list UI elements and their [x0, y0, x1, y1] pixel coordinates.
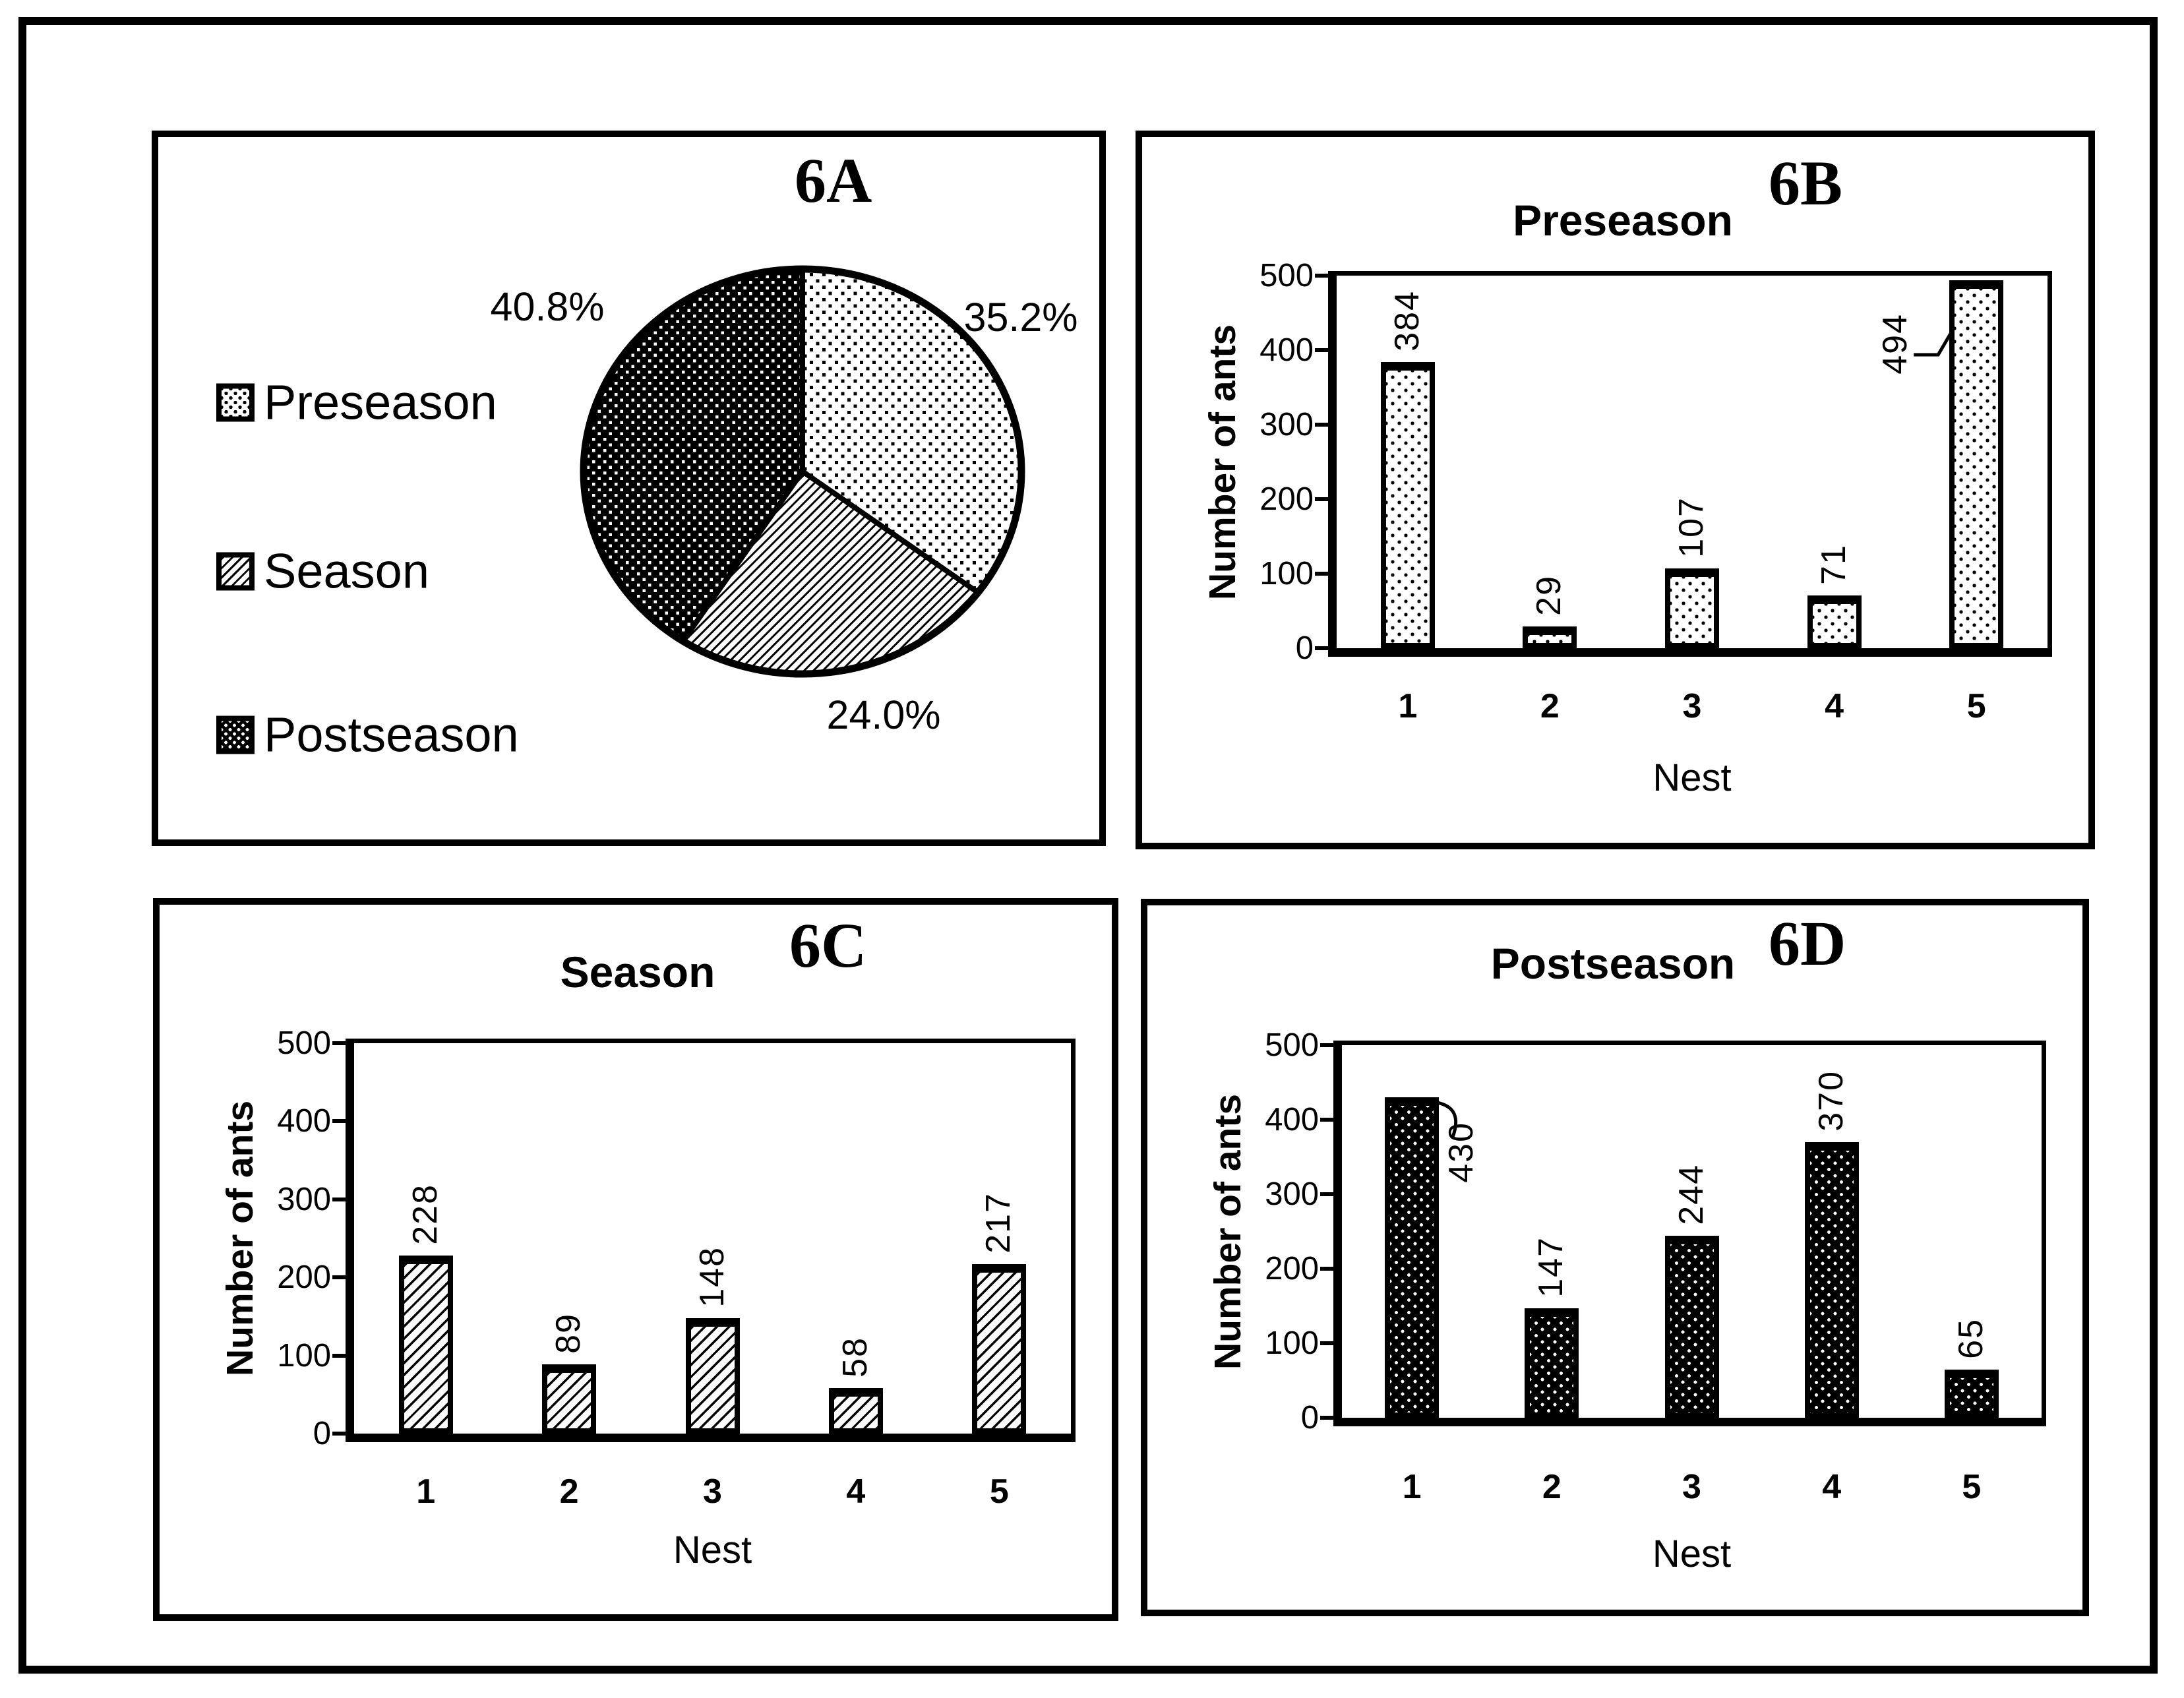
x-category-label: 1	[1402, 1468, 1422, 1506]
legend-swatch-preseason	[216, 383, 255, 421]
bar-value-label: 384	[1387, 290, 1426, 351]
bar-nest-1	[399, 1256, 453, 1434]
y-tick-label: 0	[1295, 630, 1314, 666]
y-axis-title: Number of ants	[1207, 1093, 1249, 1370]
bar-nest-4	[1807, 595, 1862, 648]
figure-outer-frame	[18, 17, 2158, 1674]
panel-corner-label: 6C	[789, 910, 867, 981]
bar-nest-3	[1665, 568, 1719, 648]
y-tick-label: 300	[1259, 407, 1314, 442]
plot-area	[1259, 258, 2052, 666]
bar-nest-2	[1525, 1308, 1579, 1418]
plot-area	[1265, 1027, 2046, 1436]
pie-percentage-label: 24.0%	[826, 692, 941, 737]
legend-item	[216, 375, 497, 431]
x-category-label: 5	[989, 1472, 1009, 1511]
y-tick-label: 400	[1259, 332, 1314, 368]
y-axis-title: Number of ants	[219, 1100, 261, 1377]
bar-nest-2	[542, 1364, 596, 1434]
panel-corner-label: 6A	[795, 145, 872, 216]
legend-label: Preseason	[264, 375, 497, 430]
y-tick-mark	[332, 1041, 346, 1045]
bar-nest-5	[1945, 1370, 1999, 1418]
bar-value-label: 370	[1811, 1070, 1850, 1132]
panel-postseason-bar-chart	[1141, 899, 2089, 1616]
bar-nest-4	[829, 1388, 883, 1434]
y-tick-mark	[1315, 646, 1328, 650]
legend-item	[216, 707, 519, 763]
bar-nest-1	[1381, 362, 1435, 648]
x-axis-title: Nest	[1652, 1532, 1732, 1575]
bar-nest-3	[686, 1318, 740, 1434]
y-tick-mark	[1320, 1043, 1333, 1047]
y-tick-mark	[1320, 1192, 1333, 1196]
y-tick-label: 0	[313, 1416, 331, 1451]
y-tick-label: 100	[1259, 556, 1314, 591]
panel-corner-label: 6D	[1769, 908, 1846, 979]
y-tick-label: 0	[1300, 1400, 1319, 1436]
y-tick-mark	[1320, 1118, 1333, 1122]
x-category-label: 5	[1962, 1468, 1982, 1506]
y-tick-label: 500	[1259, 258, 1314, 293]
y-tick-mark	[1315, 572, 1328, 576]
x-category-label: 4	[1825, 687, 1844, 725]
y-tick-mark	[1315, 497, 1328, 501]
y-tick-label: 300	[277, 1181, 331, 1217]
y-tick-label: 100	[277, 1337, 331, 1374]
y-tick-mark	[332, 1354, 346, 1358]
x-category-label: 1	[416, 1472, 436, 1511]
y-tick-mark	[332, 1275, 346, 1279]
bar-value-label: 29	[1530, 575, 1569, 616]
panel-corner-label: 6B	[1769, 148, 1843, 218]
y-tick-label: 100	[1265, 1325, 1319, 1361]
panel-pie-overview	[152, 131, 1106, 846]
y-tick-mark	[1315, 423, 1328, 427]
y-tick-label: 200	[277, 1259, 331, 1296]
pie-percentage-label: 40.8%	[490, 284, 605, 329]
pie-percentage-label: 35.2%	[963, 295, 1078, 340]
bar-nest-5	[1949, 280, 2003, 648]
bar-nest-3	[1665, 1236, 1719, 1418]
y-tick-mark	[1320, 1416, 1333, 1420]
x-category-label: 4	[846, 1472, 866, 1511]
x-category-label: 3	[1682, 1468, 1701, 1506]
bar-value-label: 228	[406, 1184, 444, 1245]
y-tick-label: 500	[277, 1025, 331, 1061]
y-tick-label: 400	[1265, 1102, 1319, 1137]
x-category-label: 3	[1682, 687, 1702, 725]
bar-value-label: 147	[1532, 1236, 1571, 1298]
legend-label: Season	[264, 543, 429, 599]
legend-item	[216, 543, 429, 599]
y-tick-mark	[1320, 1341, 1333, 1345]
plot-area	[277, 1025, 1076, 1451]
y-tick-mark	[1320, 1267, 1333, 1271]
y-tick-mark	[332, 1198, 346, 1201]
x-axis-title: Nest	[1653, 756, 1732, 799]
chart-title: Postseason	[1490, 939, 1736, 988]
y-tick-label: 200	[1259, 481, 1314, 517]
x-category-label: 5	[1966, 687, 1986, 725]
y-tick-mark	[1315, 348, 1328, 352]
chart-title: Season	[560, 948, 715, 996]
chart-title: Preseason	[1513, 196, 1733, 245]
x-category-label: 2	[1542, 1468, 1562, 1506]
bar-value-label: 494	[1876, 313, 1915, 375]
y-tick-mark	[332, 1119, 346, 1123]
bar-value-label: 217	[979, 1192, 1018, 1254]
bar-value-label: 65	[1951, 1318, 1990, 1359]
y-tick-mark	[332, 1432, 346, 1436]
legend-swatch-season	[216, 552, 255, 590]
legend-label: Postseason	[264, 707, 519, 762]
y-tick-label: 400	[277, 1103, 331, 1139]
panel-season-bar-chart	[153, 898, 1118, 1621]
x-category-label: 2	[1540, 687, 1560, 725]
legend-swatch-postseason	[216, 715, 255, 754]
bar-value-label: 244	[1672, 1164, 1711, 1225]
bar-value-label: 58	[835, 1337, 874, 1378]
panel-preseason-bar-chart	[1136, 131, 2095, 849]
bar-value-label: 71	[1814, 544, 1853, 585]
y-tick-label: 500	[1265, 1027, 1319, 1063]
bar-value-label: 107	[1672, 497, 1711, 558]
y-tick-label: 300	[1265, 1176, 1319, 1212]
bar-value-label: 89	[549, 1313, 588, 1354]
x-category-label: 2	[559, 1472, 579, 1511]
bar-nest-4	[1805, 1142, 1859, 1418]
y-tick-label: 200	[1265, 1251, 1319, 1287]
x-axis-title: Nest	[673, 1529, 752, 1571]
x-category-label: 1	[1398, 687, 1418, 725]
bar-value-label: 430	[1442, 1122, 1481, 1183]
bar-nest-5	[972, 1264, 1026, 1434]
y-tick-mark	[1315, 274, 1328, 278]
x-category-label: 4	[1822, 1468, 1842, 1506]
y-axis-title: Number of ants	[1201, 324, 1244, 600]
bar-nest-2	[1523, 626, 1577, 648]
bar-value-label: 148	[692, 1246, 731, 1308]
x-category-label: 3	[703, 1472, 722, 1511]
bar-nest-1	[1385, 1097, 1439, 1418]
